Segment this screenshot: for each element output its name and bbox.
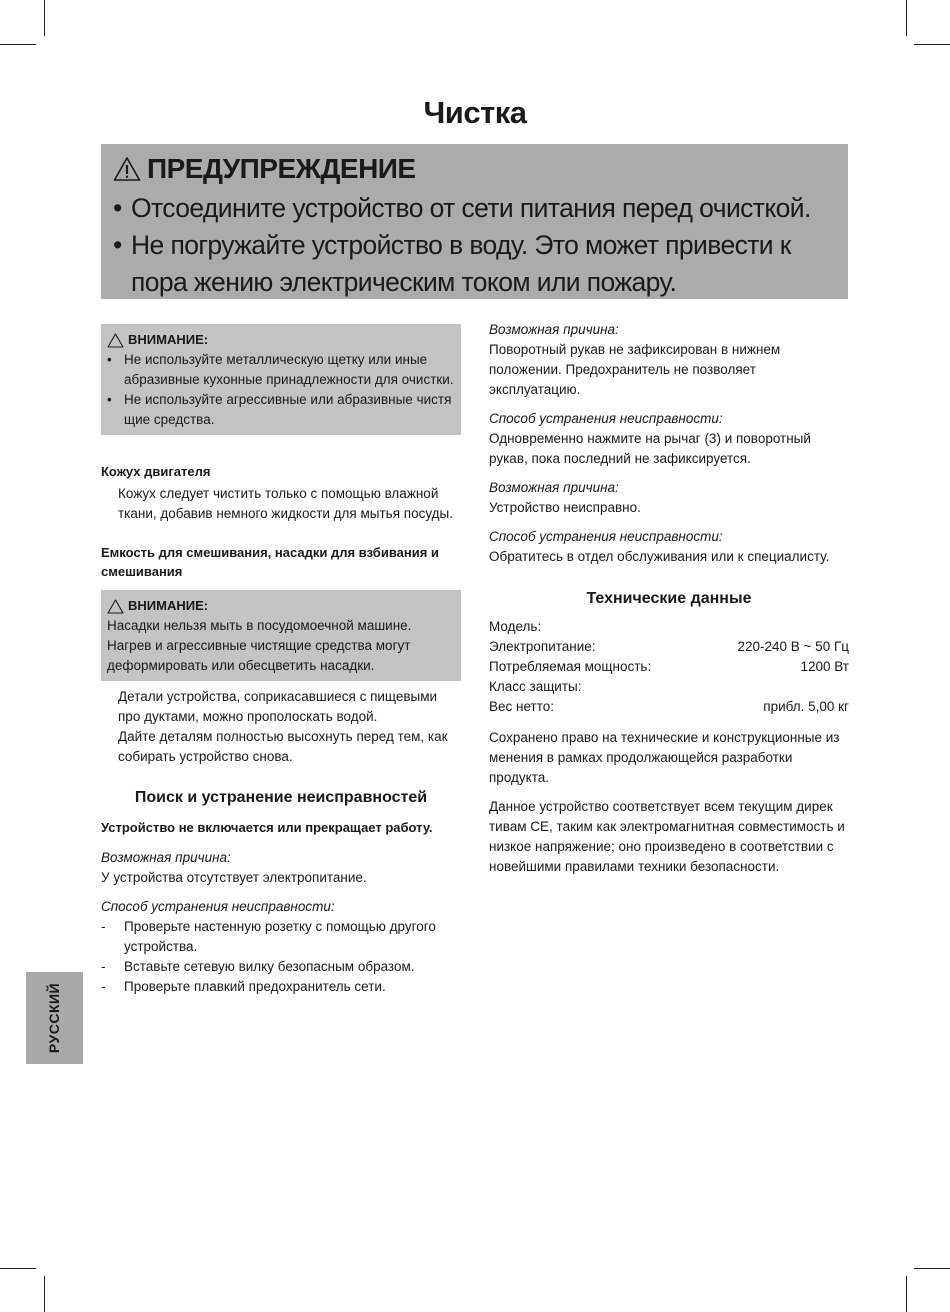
caution-header bbox=[107, 596, 455, 616]
caution-title: ВНИМАНИЕ: bbox=[128, 598, 209, 613]
crop-mark bbox=[44, 1276, 45, 1312]
warning-box bbox=[101, 144, 848, 299]
left-column bbox=[101, 320, 461, 997]
caution-box bbox=[101, 324, 461, 435]
tech-row bbox=[489, 617, 849, 637]
fix-label: Способ устранения неисправности: bbox=[489, 529, 723, 544]
caution-box bbox=[101, 590, 461, 681]
motor-housing-text: Кожух следует чистить только с помощью влажной ткани, добавив немного жидкости для мытья посуды. bbox=[118, 486, 453, 521]
caution-list bbox=[107, 350, 455, 430]
motor-housing-heading: Кожух двигателя bbox=[101, 464, 211, 479]
tech-label: Электропитание: bbox=[489, 639, 596, 654]
tech-row bbox=[489, 697, 849, 717]
cause-text: Поворотный рукав не зафиксирован в нижнем положении. Предохранитель не позволяет эксплуатацию. bbox=[489, 342, 781, 397]
tech-label: Класс защиты: bbox=[489, 679, 582, 694]
fix-label: Способ устранения неисправности: bbox=[101, 899, 335, 914]
tech-table bbox=[489, 617, 849, 717]
caution-title: ВНИМАНИЕ: bbox=[128, 332, 209, 347]
tech-value: 220-240 В ~ 50 Гц bbox=[737, 639, 849, 654]
fix-item: - Вставьте сетевую вилку безопасным образом. bbox=[101, 957, 461, 977]
cause-text: Устройство неисправно. bbox=[489, 500, 641, 515]
tech-value: 1200 Вт bbox=[800, 659, 849, 674]
tech-row bbox=[489, 677, 849, 697]
fix-item: - Проверьте плавкий предохранитель сети. bbox=[101, 977, 461, 997]
bowl-text: Детали устройства, соприкасавшиеся с пищевыми про дуктами, можно прополоскать водой. bbox=[118, 689, 438, 724]
crop-mark bbox=[0, 44, 36, 45]
tech-row bbox=[489, 657, 849, 677]
fix-label: Способ устранения неисправности: bbox=[489, 411, 723, 426]
language-tab bbox=[26, 972, 83, 1064]
warning-item: • Не погружайте устройство в воду. Это может привести к пора жению электрическим током или пожару. bbox=[113, 227, 838, 301]
cause-label: Возможная причина: bbox=[101, 850, 231, 865]
warning-triangle-icon bbox=[107, 333, 124, 348]
crop-mark bbox=[914, 1268, 950, 1269]
troubleshooting-heading: Поиск и устранение неисправностей bbox=[134, 789, 428, 806]
warning-list bbox=[113, 190, 838, 301]
caution-header bbox=[107, 330, 455, 350]
tech-label: Модель: bbox=[489, 619, 542, 634]
crop-mark bbox=[906, 1276, 907, 1312]
fix-list bbox=[101, 917, 461, 997]
crop-mark bbox=[906, 0, 907, 36]
caution-item: • Не используйте металлическую щетку или иные абразивные кухонные принадлежности для очистки. bbox=[107, 350, 455, 390]
caution-item: • Не используйте агрессивные или абразивные чистя щие средства. bbox=[107, 390, 455, 430]
crop-mark bbox=[914, 44, 950, 45]
warning-triangle-icon bbox=[107, 599, 124, 614]
fix-text: Одновременно нажмите на рычаг (3) и поворотный рукав, пока последний не зафиксируется. bbox=[489, 431, 811, 466]
warning-header bbox=[113, 148, 838, 190]
right-column bbox=[489, 320, 849, 877]
page-title: Чистка bbox=[423, 95, 527, 130]
cause-text: У устройства отсутствует электропитание. bbox=[101, 870, 367, 885]
bowl-text: Дайте деталям полностью высохнуть перед тем, как собирать устройство снова. bbox=[118, 729, 448, 764]
tech-heading: Технические данные bbox=[586, 590, 752, 607]
warning-item: • Отсоедините устройство от сети питания перед очисткой. bbox=[113, 190, 838, 227]
tech-label: Потребляемая мощность: bbox=[489, 659, 652, 674]
warning-triangle-icon bbox=[113, 156, 141, 182]
crop-mark bbox=[0, 1268, 36, 1269]
tech-note: Сохранено право на технические и конструкционные из менения в рамках продолжающейся разработки продукта. bbox=[489, 730, 840, 785]
tech-label: Вес нетто: bbox=[489, 699, 555, 714]
language-tab-label: РУССКИЙ bbox=[46, 982, 63, 1054]
tech-note: Данное устройство соответствует всем текущим дирек тивам CE, таким как электромагнитная совместимость и низкое напряжение; оно произведено в соответствии с новейшими правилами техники безопасности. bbox=[489, 799, 845, 874]
fix-text: Обратитесь в отдел обслуживания или к специалисту. bbox=[489, 549, 830, 564]
caution-text: Насадки нельзя мыть в посудомоечной машине. Нагрев и агрессивные чистящие средства могут деформировать или обесцветить насадки. bbox=[107, 618, 412, 673]
fix-item: - Проверьте настенную розетку с помощью другого устройства. bbox=[101, 917, 461, 957]
crop-mark bbox=[44, 0, 45, 36]
tech-row bbox=[489, 637, 849, 657]
bowl-heading: Емкость для смешивания, насадки для взбивания и смешивания bbox=[101, 545, 439, 579]
tech-value: прибл. 5,00 кг bbox=[763, 699, 849, 714]
cause-label: Возможная причина: bbox=[489, 322, 619, 337]
cause-label: Возможная причина: bbox=[489, 480, 619, 495]
problem-text: Устройство не включается или прекращает работу. bbox=[101, 820, 433, 835]
warning-title: ПРЕДУПРЕЖДЕНИЕ bbox=[147, 153, 416, 184]
